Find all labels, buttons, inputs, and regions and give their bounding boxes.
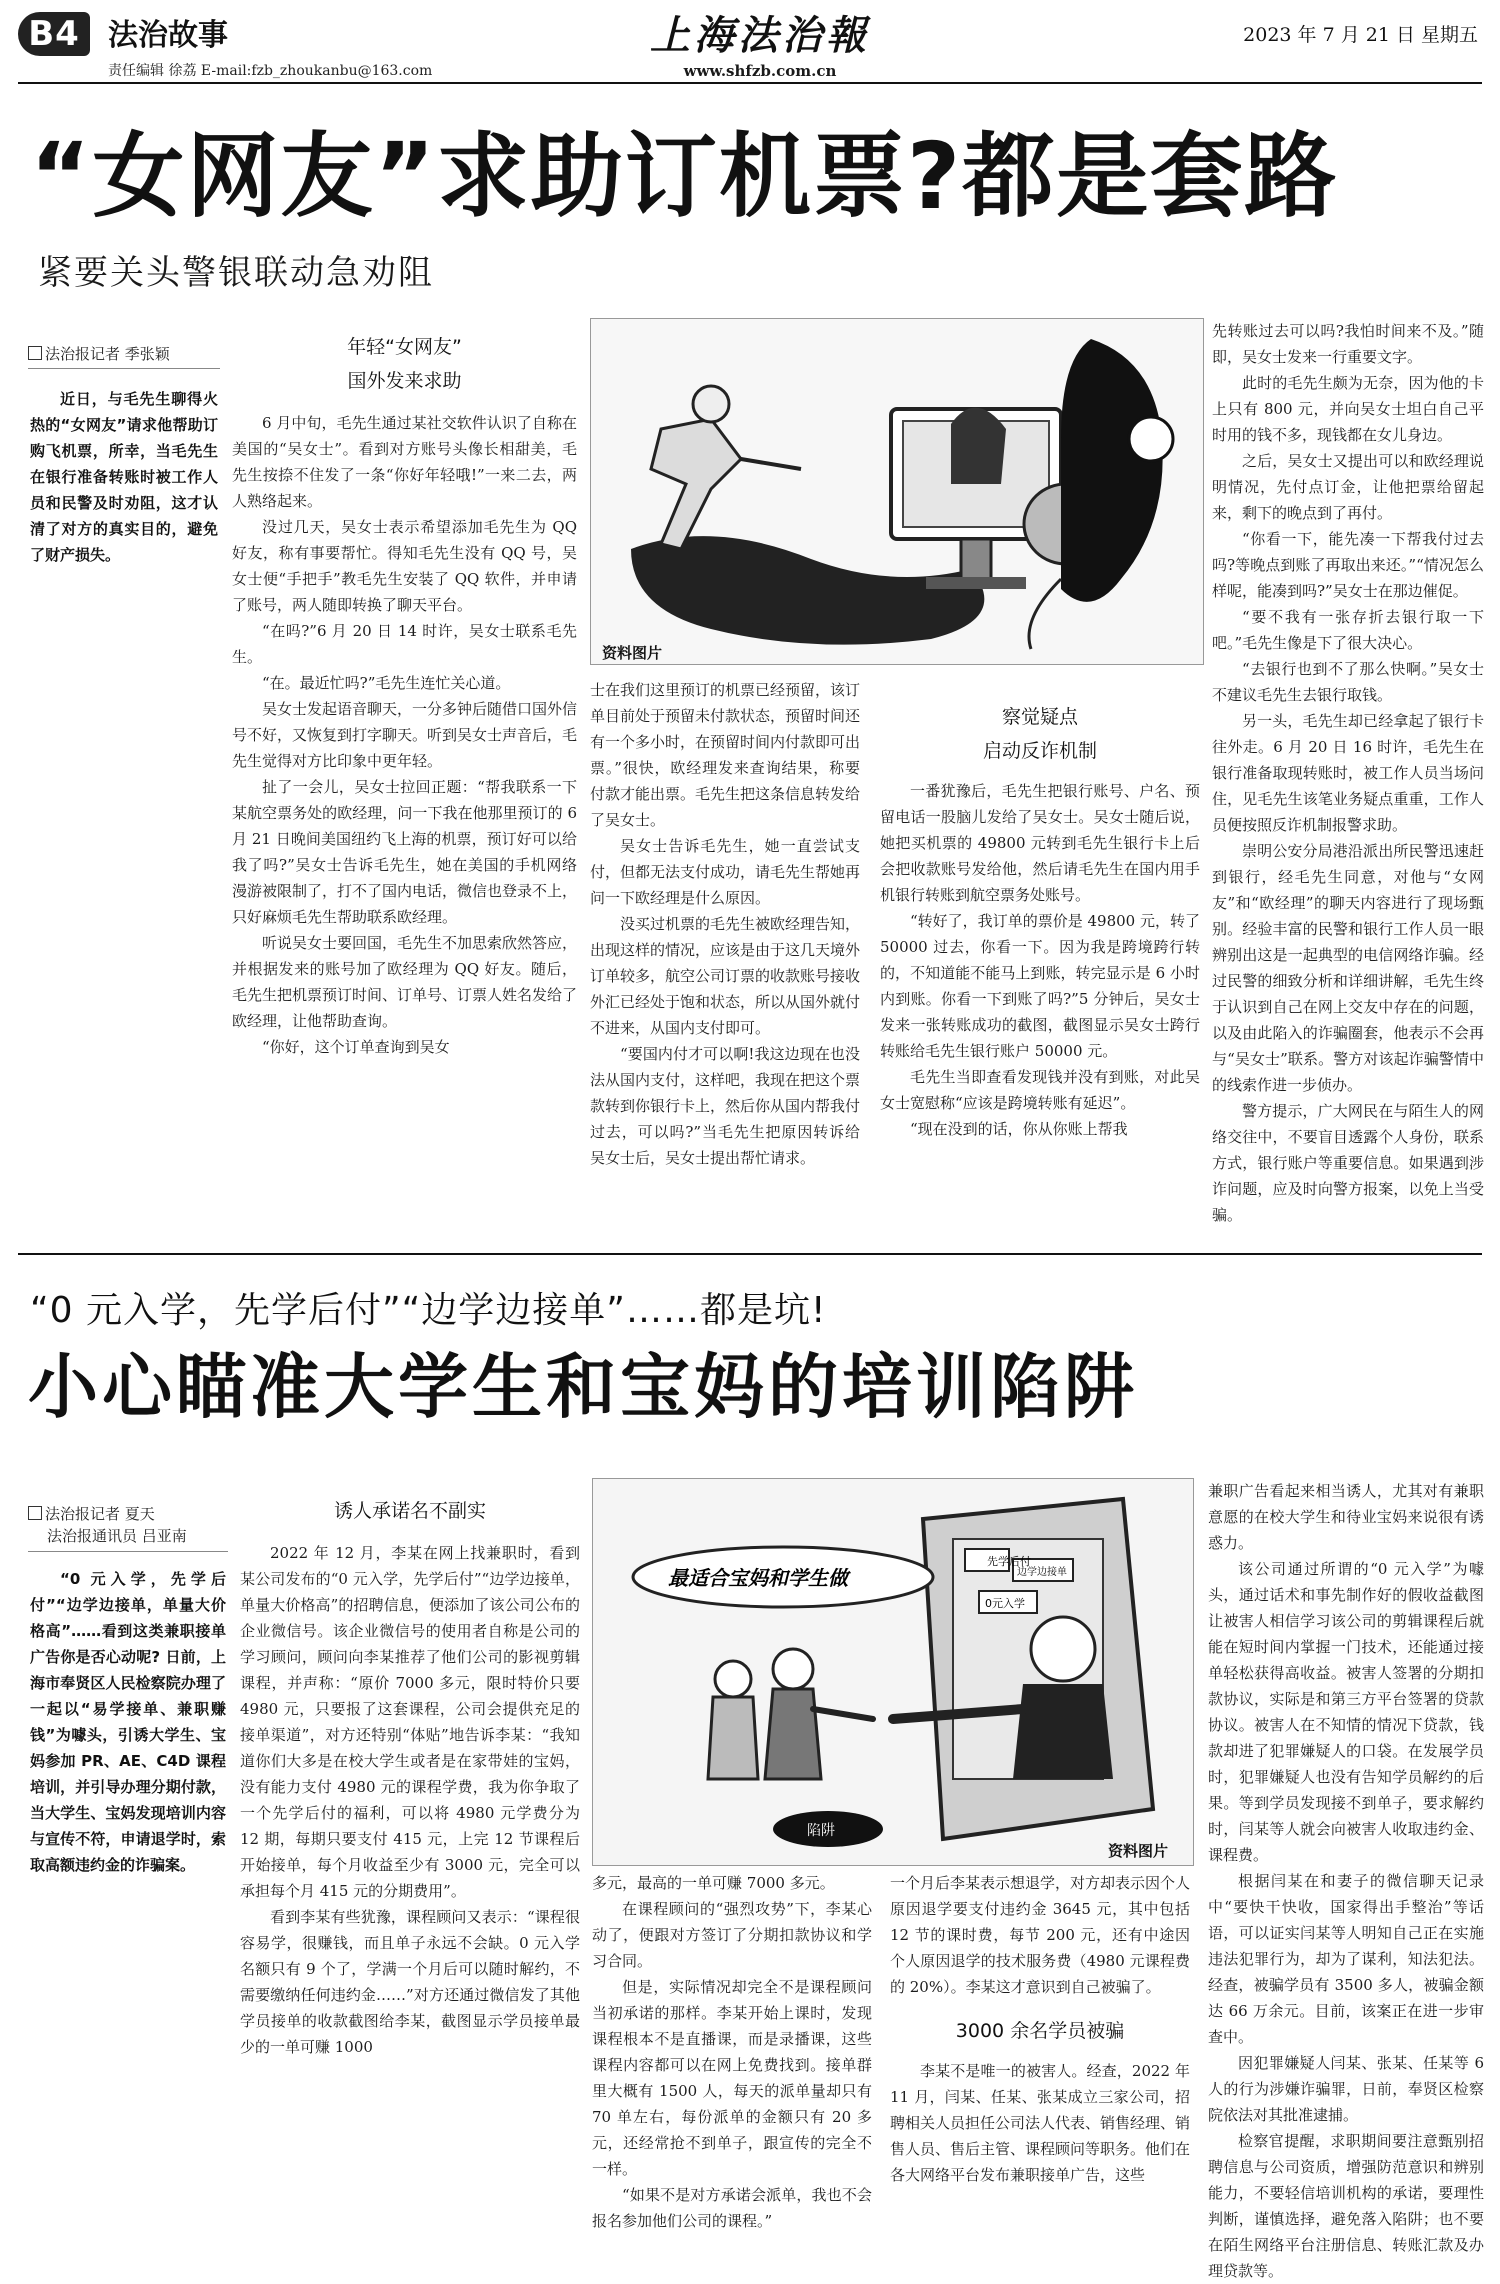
byline-rule <box>28 368 220 369</box>
article2-headline: 小心瞄准大学生和宝妈的培训陷阱 <box>28 1346 1138 1428</box>
paragraph: 因犯罪嫌疑人闫某、张某、任某等 6 人的行为涉嫌诈骗罪，日前，奉贤区检察院依法对其批准逮捕。 <box>1208 2054 1484 2124</box>
article2-illustration <box>592 1478 1194 1866</box>
cartoon-speech-text: 最适合宝妈和学生做 <box>668 1566 848 1590</box>
paragraph: 6 月中旬，毛先生通过某社交软件认识了自称在美国的“吴女士”。看到对方账号头像长相甜美，毛先生按捺不住发了一条“你好年轻哦!”一来二去，两人熟络起来。 <box>232 414 577 510</box>
article1-column4 <box>1212 318 1484 1238</box>
article1-byline <box>28 343 228 365</box>
paragraph: 多元，最高的一单可赚 7000 多元。 <box>592 1874 835 1892</box>
cartoon-board-text: 先学后付 <box>987 1555 1031 1568</box>
paragraph: 没过几天，吴女士表示希望添加毛先生为 QQ 好友，称有事要帮忙。得知毛先生没有 QQ 号，吴女士便“手把手”教毛先生安装了 QQ 软件，并申请了账号，两人随即转换了聊天平台。 <box>232 518 577 614</box>
paragraph: “在吗?”6 月 20 日 14 时许，吴女士联系毛先生。 <box>232 622 577 666</box>
paragraph: “在。最近忙吗?”毛先生连忙关心道。 <box>262 674 511 692</box>
page-number-badge: B4 <box>18 12 90 56</box>
paragraph: “要不我有一张存折去银行取一下吧。”毛先生像是下了很大决心。 <box>1212 608 1484 652</box>
article1-section2-title: 察觉疑点 启动反诈机制 <box>982 706 1097 762</box>
article2-section1-title: 诱人承诺名不副实 <box>333 1500 486 1522</box>
paragraph: “现在没到的话，你从你账上帮我 <box>910 1120 1128 1138</box>
article1-column1 <box>232 410 577 1240</box>
byline-marker-icon <box>28 1506 42 1520</box>
paragraph: 兼职广告看起来相当诱人，尤其对有兼职意愿的在校大学生和待业宝妈来说很有诱惑力。 <box>1208 1482 1484 1552</box>
paragraph: 在课程顾问的“强烈攻势”下，李某心动了，便跟对方签订了分期扣款协议和学习合同。 <box>592 1900 872 1970</box>
paragraph: 另一头，毛先生却已经拿起了银行卡往外走。6 月 20 日 16 时许，毛先生在银行准备取现转账时，被工作人员当场问住，见毛先生该笔业务疑点重重，工作人员便按照反诈机制报警求助。 <box>1212 712 1484 834</box>
paragraph: 吴女士发起语音聊天，一分多钟后随借口国外信号不好，又恢复到打字聊天。听到吴女士声音后，毛先生觉得对方比印象中更年轻。 <box>232 700 578 770</box>
article2-column4 <box>1208 1478 1484 2280</box>
paragraph: “去银行也到不了那么快啊。”吴女士不建议毛先生去银行取钱。 <box>1212 660 1484 704</box>
article2-subhead: “0 元入学，先学后付”“边学边接单”……都是坑! <box>30 1290 827 1331</box>
paragraph: “你看一下，能先凑一下帮我付过去吗?等晚点到账了再取出来还。”“情况怎么样呢，能凑到吗?”吴女士在那边催促。 <box>1212 530 1484 600</box>
paragraph: 之后，吴女士又提出可以和欧经理说明情况，先付点订金，让他把票给留起来，剩下的晚点到了再付。 <box>1212 452 1484 522</box>
scam-cartoon-image <box>591 319 1203 664</box>
newspaper-logo: 上海法治報 <box>650 12 870 59</box>
paragraph: 根据闫某在和妻子的微信聊天记录中“要快干快收，国家得出手整治”等话语，可以证实闫某等人明知自己正在实施违法犯罪行为，却为了谋利，知法犯法。经查，被骗学员有 3500 多人，被骗金额达 66 万余元。目前，该案正在进一步审查中。 <box>1208 1872 1484 2046</box>
issue-date: 2023 年 7 月 21 日 星期五 <box>1243 24 1478 46</box>
paragraph: “如果不是对方承诺会派单，我也不会报名参加他们公司的课程。” <box>592 2186 872 2230</box>
article2-column2 <box>592 1870 872 2230</box>
article2-lead: “0 元入学，先学后付”“边学边接单，单量大价格高”……看到这类兼职接单广告你是否心动呢? 日前，上海市奉贤区人民检察院办理了一起以“易学接单、兼职赚钱”为噱头，引诱大学生、宝妈参加 PR、AE、C4D 课程培训，并引导办理分期付款，当大学生、宝妈发现培训内容与宣传不符，申请退学时，索取高额违约金的诈骗案。 <box>30 1570 226 1874</box>
article1-column2 <box>590 677 860 1237</box>
editor-line: 责任编辑 徐荔 E-mail:fzb_zhoukanbu@163.com <box>108 63 433 79</box>
paragraph: 2022 年 12 月，李某在网上找兼职时，看到某公司发布的“0 元入学，先学后付”“边学边接单，单量大价格高”的招聘信息，便添加了该公司公布的企业微信号。该企业微信号的使用者自称是公司的学习顾问，顾问向李某推荐了他们公司的影视剪辑课程，并声称：“原价 7000 多元，限时特价只要 4980 元，只要报了这套课程，公司会提供充足的接单渠道”，对方还特别“体贴”地告诉李某：“我知道你们大多是在校大学生或者是在家带娃的宝妈，没有能力支付 4980 元的课程学费，我为你争取了一个先学后付的福利，可以将 4980 元学费分为 12 期，每期只要支付 415 元，上完 12 节课程后开始接单，每个月收益至少有 3000 元，完全可以承担每个月 415 元的分期费用”。 <box>240 1544 580 1900</box>
article1-section1-title: 年轻“女网友” 国外发来求助 <box>347 336 462 392</box>
article1-lead: 近日，与毛先生聊得火热的“女网友”请求他帮助订购飞机票，所幸，当毛先生在银行准备转账时被工作人员和民警及时劝阻，这才认清了对方的真实目的，避免了财产损失。 <box>30 390 218 564</box>
article1-headline: “女网友”求助订机票?都是套路 <box>30 123 1339 230</box>
section-title: 法治故事 <box>108 18 228 53</box>
training-trap-cartoon-image <box>593 1479 1193 1865</box>
cartoon-board-text: 边学边接单 <box>1017 1567 1067 1578</box>
cartoon-trap-text: 陷阱 <box>807 1823 835 1839</box>
paragraph: 此时的毛先生颇为无奈，因为他的卡上只有 800 元，并向吴女士坦白自己平时用的钱不多，现钱都在女儿身边。 <box>1212 374 1484 444</box>
article1-column3 <box>880 778 1200 1238</box>
paragraph: 一个月后李某表示想退学，对方却表示因个人原因退学要支付违约金 3645 元，其中包括 12 节的课时费，每节 200 元，还有中途因个人原因退学的技术服务费（4980 元课程费的 20%）。李某这才意识到自己被骗了。 <box>890 1874 1191 1996</box>
paragraph: 扯了一会儿，吴女士拉回正题：“帮我联系一下某航空票务处的欧经理，问一下我在他那里预订的 6 月 21 日晚间美国纽约飞上海的机票，预订好可以给我了吗?”吴女士告诉毛先生，她在美国的手机网络漫游被限制了，打不了国内电话，微信也登录不上，只好麻烦毛先生帮助联系欧经理。 <box>232 778 578 926</box>
article1-subhead: 紧要关头警银联动急劝阻 <box>38 253 434 293</box>
article1-illustration <box>590 318 1204 665</box>
article1-image-caption: 资料图片 <box>602 644 663 662</box>
paragraph: 警方提示，广大网民在与陌生人的网络交往中，不要盲目透露个人身份，联系方式，银行账户等重要信息。如果遇到涉诈问题，应及时向警方报案，以免上当受骗。 <box>1212 1102 1484 1224</box>
article2-section2-title: 3000 余名学员被骗 <box>955 2020 1125 2042</box>
paragraph: 士在我们这里预订的机票已经预留，该订单目前处于预留未付款状态，预留时间还有一个多小时，在预留时间内付款即可出票。”很快，欧经理发来查询结果，称要付款才能出票。毛先生把这条信息转发给了吴女士。 <box>590 681 861 829</box>
byline-marker-icon <box>28 346 42 360</box>
paragraph: “转好了，我订单的票价是 49800 元，转了 50000 过去，你看一下。因为我是跨境跨行转的，不知道能不能马上到账，转完显示是 6 小时内到账。你看一下到账了吗?”5 分钟后，吴女士发来一张转账成功的截图，截图显示吴女士跨行转账给毛先生银行账户 50000 元。 <box>880 912 1200 1060</box>
article2-column1 <box>240 1540 580 2220</box>
paragraph: 该公司通过所谓的“0 元入学”为噱头，通过话术和事先制作好的假收益截图让被害人相信学习该公司的剪辑课程后就能在短时间内掌握一门技术，还能通过接单轻松获得高收益。被害人签署的分期扣款协议，实际是和第三方平台签署的贷款协议。被害人在不知情的情况下贷款，钱款却进了犯罪嫌疑人的口袋。在发展学员时，犯罪嫌疑人也没有告知学员解约的后果。等到学员发现接不到单子，要求解约时，闫某等人就会向被害人收取违约金、课程费。 <box>1208 1560 1484 1864</box>
article2-column3-continued <box>890 2058 1190 2220</box>
article2-byline-reporter: 法治报记者 夏天 <box>45 1505 155 1523</box>
paragraph: 看到李某有些犹豫，课程顾问又表示：“课程很容易学，很赚钱，而且单子永远不会缺。0 元入学名额只有 9 个了，学满一个月后可以随时解约，不需要缴纳任何违约金……”对方还通过微信发了其他学员接单的收款截图给李某，截图显示学员接单最少的一单可赚 1000 <box>240 1908 580 2056</box>
article2-byline <box>28 1503 238 1547</box>
paragraph: “你好，这个订单查询到吴女 <box>262 1038 450 1056</box>
article1-byline-text: 法治报记者 季张颖 <box>45 345 170 363</box>
article2-image-caption: 资料图片 <box>1108 1842 1169 1860</box>
byline-rule <box>28 1551 228 1552</box>
paragraph: 没买过机票的毛先生被欧经理告知，出现这样的情况，应该是由于这几天境外订单较多，航空公司订票的收款账号接收外汇已经处于饱和状态，所以从国外就付不进来，从国内支付即可。 <box>590 915 861 1037</box>
paragraph: 检察官提醒，求职期间要注意甄别招聘信息与公司资质，增强防范意识和辨别能力，不要轻信培训机构的承诺，要理性判断，谨慎选择，避免落入陷阱；也不要在陌生网络平台注册信息、转账汇款及办理贷款等。 <box>1208 2132 1484 2280</box>
article-divider <box>18 1253 1482 1255</box>
newspaper-url: www.shfzb.com.cn <box>683 62 837 80</box>
article2-byline-correspondent: 法治报通讯员 吕亚南 <box>47 1527 187 1545</box>
paragraph: 吴女士告诉毛先生，她一直尝试支付，但都无法支付成功，请毛先生帮她再问一下欧经理是什么原因。 <box>590 837 861 907</box>
paragraph: 李某不是唯一的被害人。经查，2022 年 11 月，闫某、任某、张某成立三家公司，招聘相关人员担任公司法人代表、销售经理、销售人员、售后主管、课程顾问等职务。他们在各大网络平台发布兼职接单广告，这些 <box>890 2062 1191 2184</box>
paragraph: 毛先生当即查看发现钱并没有到账，对此吴女士宽慰称“应该是跨境转账有延迟”。 <box>880 1068 1200 1112</box>
paragraph: 但是，实际情况却完全不是课程顾问当初承诺的那样。李某开始上课时，发现课程根本不是直播课，而是录播课，这些课程内容都可以在网上免费找到。接单群里大概有 1500 人，每天的派单量却只有 70 单左右，每份派单的金额只有 20 多元，还经常抢不到单子，跟宣传的完全不一样。 <box>592 1978 872 2178</box>
paragraph: 听说吴女士要回国，毛先生不加思索欣然答应，并根据发来的账号加了欧经理为 QQ 好友。随后，毛先生把机票预订时间、订单号、订票人姓名发给了欧经理，让他帮助查询。 <box>232 934 578 1030</box>
paragraph: 一番犹豫后，毛先生把银行账号、户名、预留电话一股脑儿发给了吴女士。吴女士随后说，她把买机票的 49800 元转到毛先生银行卡上后会把收款账号发给他，然后请毛先生在国内用手机银行转账到航空票务处账号。 <box>880 782 1200 904</box>
paragraph: 先转账过去可以吗?我怕时间来不及。”随即，吴女士发来一行重要文字。 <box>1212 322 1484 366</box>
masthead-rule <box>18 82 1482 84</box>
paragraph: “要国内付才可以啊!我这边现在也没法从国内支付，这样吧，我现在把这个票款转到你银行卡上，然后你从国内帮我付过去，可以吗?”当毛先生把原因转诉给吴女士后，吴女士提出帮忙请求。 <box>590 1045 861 1167</box>
article2-column3 <box>890 1870 1190 2000</box>
cartoon-board-text: 0元入学 <box>985 1597 1025 1610</box>
paragraph: 崇明公安分局港沿派出所民警迅速赶到银行，经毛先生同意，对他与“女网友”和“欧经理”的聊天内容进行了现场甄别。经验丰富的民警和银行工作人员一眼辨别出这是一起典型的电信网络诈骗。经过民警的细致分析和详细讲解，毛先生终于认识到自己在网上交友中存在的问题，以及由此陷入的诈骗圈套，他表示不会再与“吴女士”联系。警方对该起诈骗警情中的线索作进一步侦办。 <box>1212 842 1484 1094</box>
